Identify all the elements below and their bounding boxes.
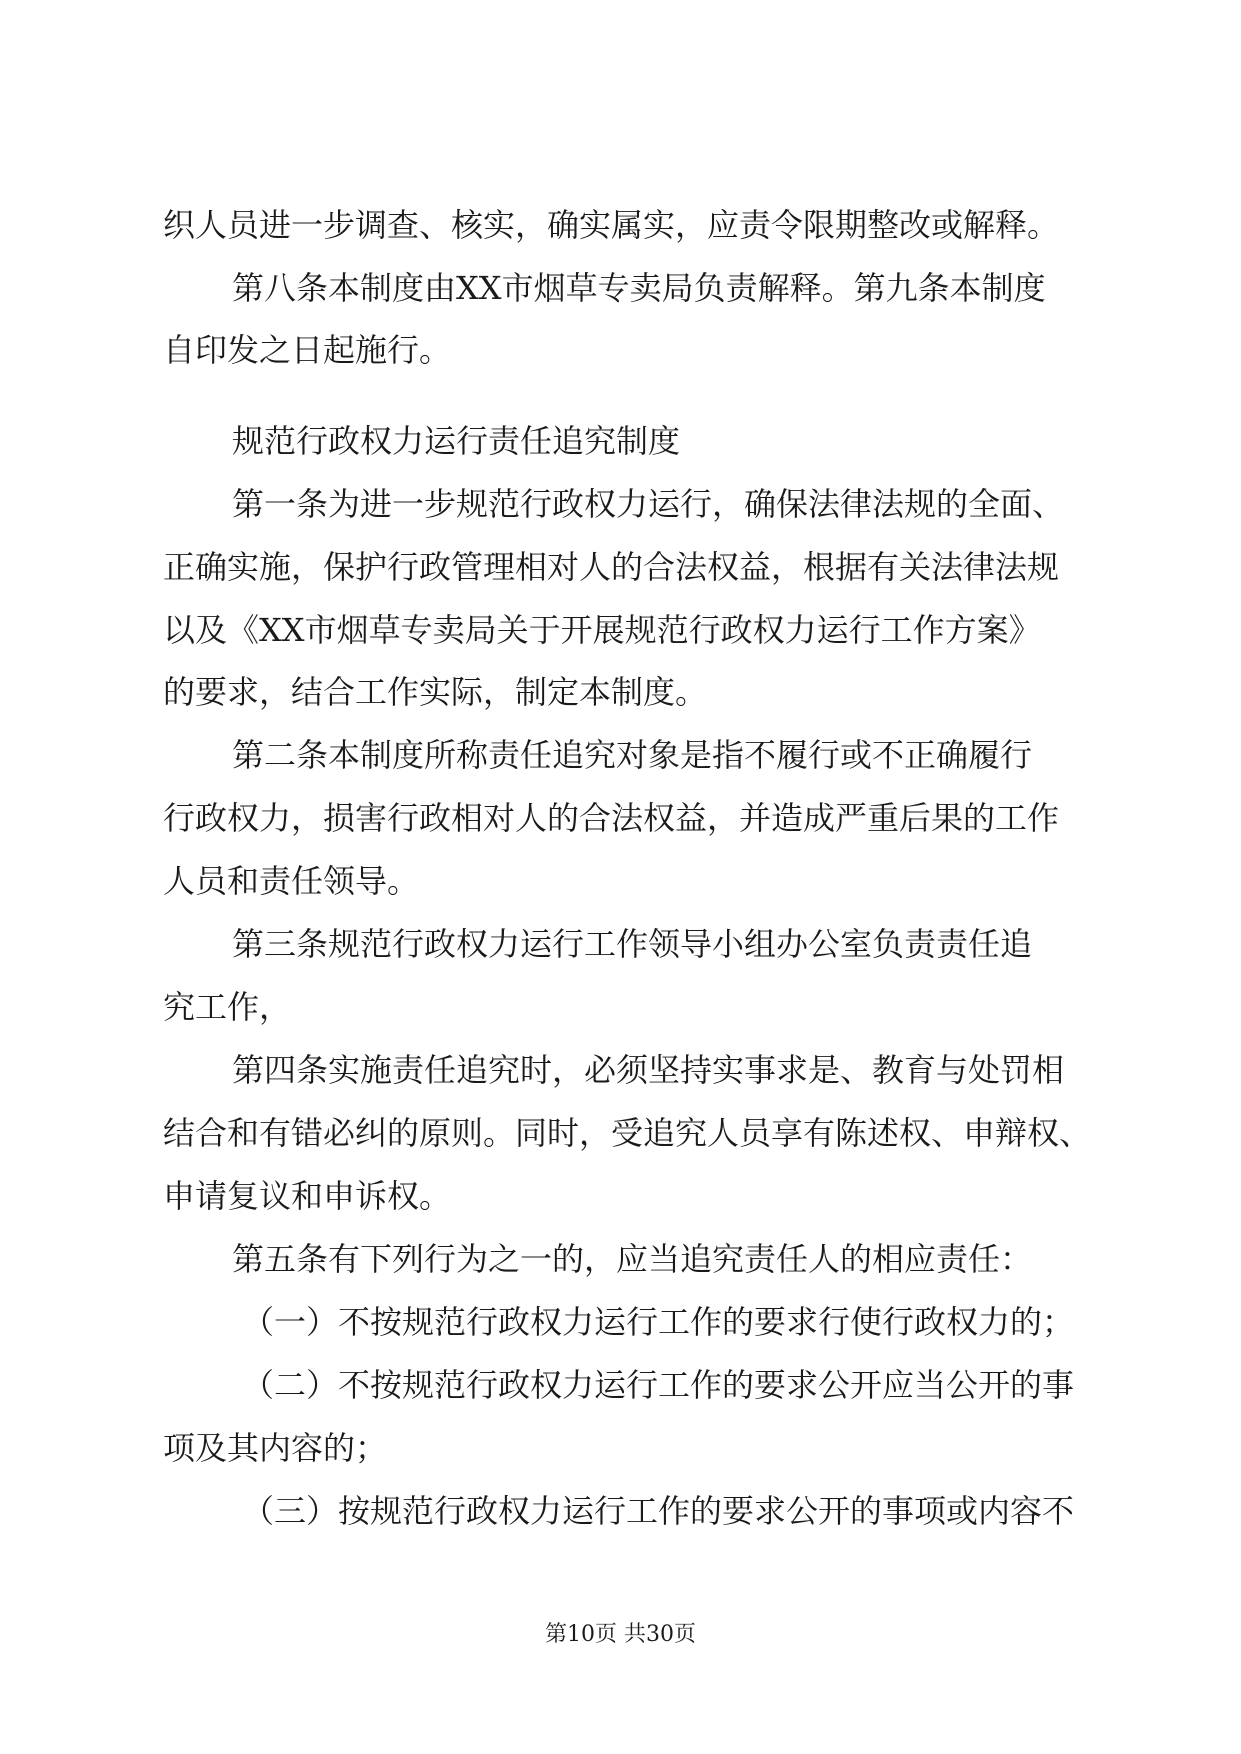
text-line: 的要求，结合工作实际，制定本制度。 <box>163 673 708 711</box>
text-line: 第八条本制度由XX市烟草专卖局负责解释。第九条本制度 <box>232 269 1046 307</box>
text-line: 自印发之日起施行。 <box>163 331 452 369</box>
text-line: 以及《XX市烟草专卖局关于开展规范行政权力运行工作方案》 <box>163 611 1041 649</box>
text-line: （二）不按规范行政权力运行工作的要求公开应当公开的事 <box>242 1366 1075 1404</box>
text-line: （三）按规范行政权力运行工作的要求公开的事项或内容不 <box>242 1492 1075 1530</box>
text-line: 第一条为进一步规范行政权力运行，确保法律法规的全面、 <box>232 485 1065 523</box>
text-line: 项及其内容的； <box>163 1429 388 1467</box>
text-line: 第三条规范行政权力运行工作领导小组办公室负责责任追 <box>232 925 1033 963</box>
text-line: 行政权力，损害行政相对人的合法权益，并造成严重后果的工作 <box>163 799 1060 837</box>
text-line: 第四条实施责任追究时，必须坚持实事求是、教育与处罚相 <box>232 1051 1065 1089</box>
text-line: 织人员进一步调查、核实，确实属实，应责令限期整改或解释。 <box>163 206 1060 244</box>
text-line: （一）不按规范行政权力运行工作的要求行使行政权力的； <box>242 1303 1075 1341</box>
text-line: 正确实施，保护行政管理相对人的合法权益，根据有关法律法规 <box>163 548 1060 586</box>
text-line: 第五条有下列行为之一的，应当追究责任人的相应责任： <box>232 1240 1033 1278</box>
text-line: 第二条本制度所称责任追究对象是指不履行或不正确履行 <box>232 736 1033 774</box>
section-title: 规范行政权力运行责任追究制度 <box>232 422 681 460</box>
page-footer: 第10页 共30页 <box>545 1622 696 1647</box>
text-line: 结合和有错必纠的原则。同时，受追究人员享有陈述权、申辩权、 <box>163 1114 1092 1152</box>
text-line: 申请复议和申诉权。 <box>163 1177 452 1215</box>
text-line: 人员和责任领导。 <box>163 862 420 900</box>
text-line: 究工作， <box>163 988 292 1026</box>
